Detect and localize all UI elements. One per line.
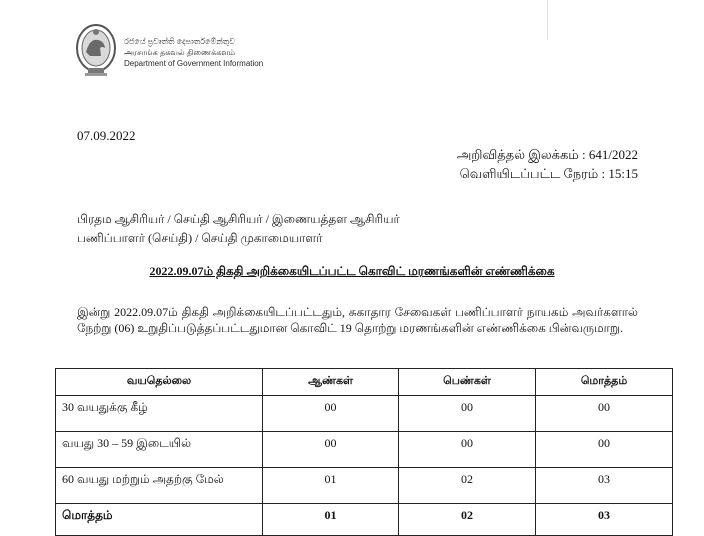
release-time: வெளியிடப்பட்ட நேரம் : 15:15 — [459, 166, 638, 181]
page-edge-divider — [547, 0, 548, 40]
total-male: 01 — [263, 504, 399, 536]
row-female-count: 02 — [399, 468, 536, 504]
row-female-count: 00 — [399, 396, 536, 432]
letterhead-sinhala: රජයේ ප්‍රවෘත්ති දෙපාර්තමේන්තුව — [124, 37, 236, 46]
row-male-count: 00 — [263, 432, 399, 468]
table-row — [56, 432, 673, 468]
table-total-row — [56, 504, 673, 536]
recipients-block — [77, 210, 400, 248]
letterhead — [124, 36, 263, 69]
row-total-count: 03 — [536, 468, 673, 504]
intro-paragraph: இன்று 2022.09.07ம் திகதி அறிக்கையிடப்பட்டதும், சுகாதார சேவைகள் பணிப்பாளர் நாயகம் அவர்களால் நேற்று (06) உறுதிப்படுத்தப்பட்டதுமான கொவிட் 19 தொற்று மரணங்களின் எண்ணிக்கை பின்வருமாறு. — [77, 305, 638, 335]
total-label: மொத்தம் — [56, 504, 263, 536]
header-female: பெண்கள் — [399, 369, 536, 396]
letterhead-tamil: அரசாங்க தகவல் திணைக்களம் — [124, 48, 236, 57]
row-age-label: 60 வயது மற்றும் அதற்கு மேல் — [56, 468, 263, 504]
document-date: 07.09.2022 — [77, 128, 136, 143]
notice-number: அறிவித்தல் இலக்கம் : 641/2022 — [456, 147, 638, 162]
table-row — [56, 468, 673, 504]
covid-deaths-table — [55, 368, 673, 536]
table-header-row — [56, 369, 673, 396]
total-female: 02 — [399, 504, 536, 536]
row-female-count: 00 — [399, 432, 536, 468]
total-all: 03 — [536, 504, 673, 536]
row-age-label: வயது 30 – 59 இடையில் — [56, 432, 263, 468]
row-male-count: 01 — [263, 468, 399, 504]
row-age-label: 30 வயதுக்கு கீழ் — [56, 396, 263, 432]
row-total-count: 00 — [536, 432, 673, 468]
notice-meta — [457, 145, 638, 183]
header-age-range: வயதெல்லை — [56, 369, 263, 396]
government-emblem-icon — [74, 22, 118, 78]
document-title: 2022.09.07ம் திகதி அறிக்கையிடப்பட்ட கொவிட் மரணங்களின் எண்ணிக்கை — [149, 264, 555, 278]
table-row — [56, 396, 673, 432]
header-male: ஆண்கள் — [263, 369, 399, 396]
row-total-count: 00 — [536, 396, 673, 432]
header-total: மொத்தம் — [536, 369, 673, 396]
recipients-line-2: பணிப்பாளர் (செய்தி) / செய்தி முகாமையாளர் — [77, 231, 323, 245]
row-male-count: 00 — [263, 396, 399, 432]
letterhead-english: Department of Government Information — [124, 59, 264, 68]
recipients-line-1: பிரதம ஆசிரியர் / செய்தி ஆசிரியர் / இணையத்தள ஆசிரியர் — [77, 212, 400, 226]
